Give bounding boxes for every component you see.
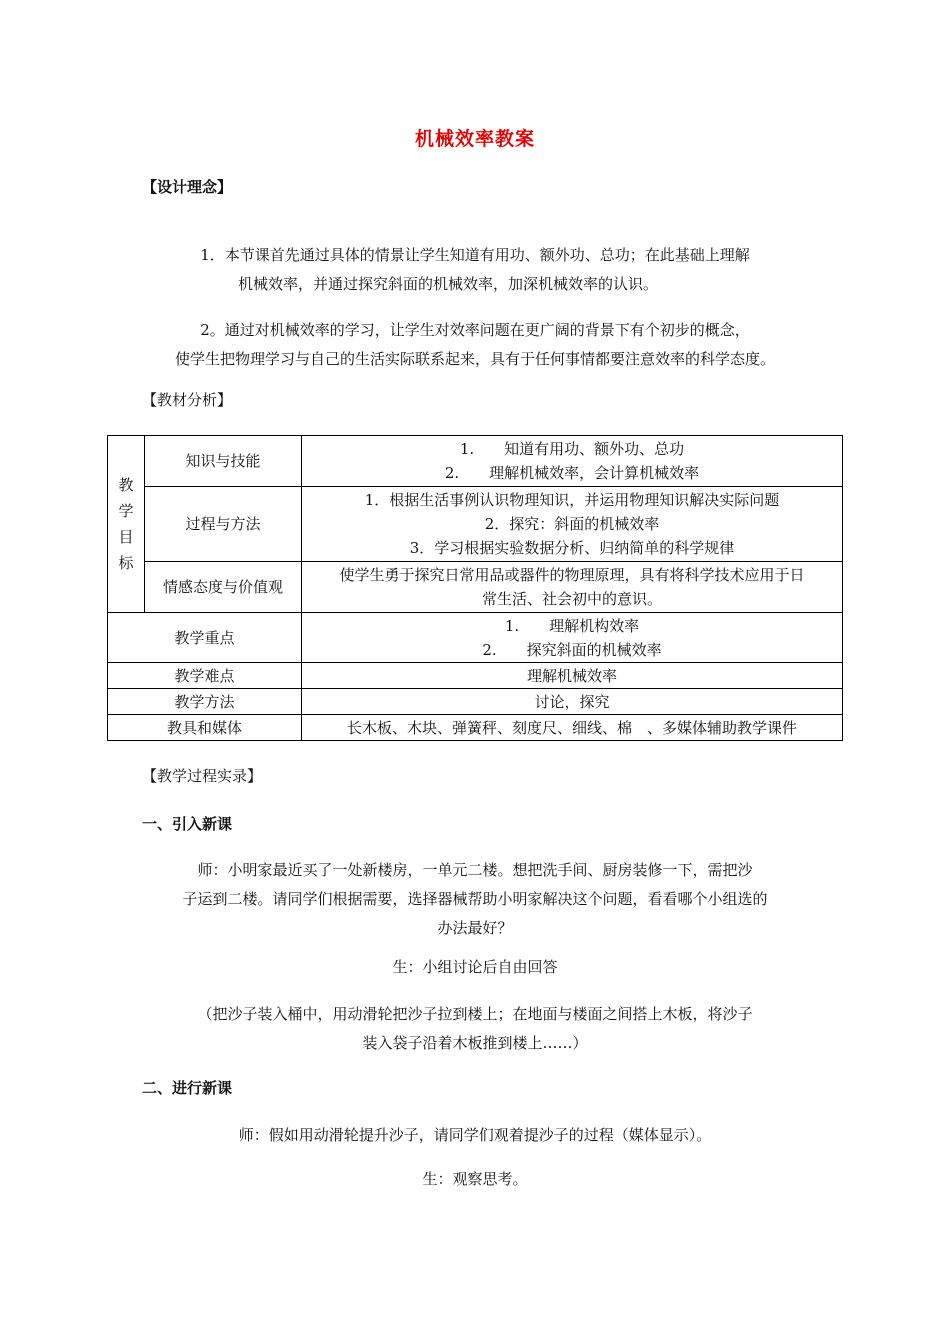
goal-char: 目: [118, 528, 134, 546]
goal-char: 教: [118, 476, 134, 494]
row-label: 过程与方法: [145, 487, 302, 562]
text-line: 2。通过对机械效率的学习，让学生对效率问题在更广阔的背景下有个初步的概念，: [200, 321, 750, 339]
content-line: 常生活、社会初中的意识。: [481, 590, 662, 608]
row-content: 讨论，探究: [302, 689, 843, 715]
content-line: 使学生勇于探究日常用品或器件的物理原理，具有将科学技术应用于日: [339, 566, 805, 584]
table-row: [108, 689, 843, 715]
text-line: 使学生把物理学习与自己的生活实际联系起来，具有于任何事情都要注意效率的科学态度。: [174, 350, 775, 368]
design-paragraph-1: [150, 241, 800, 299]
teacher-paragraph-2: 师：假如用动滑轮提升沙子，请同学们观着提沙子的过程（媒体显示）。: [238, 1126, 712, 1144]
row-content: [302, 487, 843, 562]
row-content: 长木板、木块、弹簧秤、刻度尺、细线、棉 、多媒体辅助教学课件: [302, 715, 843, 741]
goal-char: 标: [118, 554, 134, 572]
table-row: [108, 487, 843, 562]
content-line: 2．探究：斜面的机械效率: [484, 515, 660, 533]
answer-paragraph: [140, 1000, 810, 1058]
section-2-heading: 二、进行新课: [142, 1079, 233, 1097]
content-line: 3．学习根据实验数据分析、归纳简单的科学规律: [409, 539, 735, 557]
page-title: 机械效率教案: [414, 128, 535, 150]
content-line: 1. 知道有用功、额外功、总功: [459, 440, 685, 458]
text-line: 师：小明家最近买了一处新楼房，一单元二楼。想把洗手间、厨房装修一下，需把沙: [197, 861, 753, 879]
content-line: 2. 探究斜面的机械效率: [482, 640, 662, 659]
student-answer-1: 生：小组讨论后自由回答: [392, 958, 558, 976]
row-content: [302, 562, 843, 613]
table-row: [108, 613, 843, 663]
row-content: 理解机械效率: [302, 663, 843, 689]
section-1-heading: 一、引入新课: [142, 815, 233, 833]
text-line: 机械效率，并通过探究斜面的机械效率，加深机械效率的认识。: [238, 275, 659, 293]
teaching-goal-label: [108, 436, 145, 613]
table-row: [108, 663, 843, 689]
row-label: 知识与技能: [145, 436, 302, 487]
row-label: 情感态度与价值观: [145, 562, 302, 613]
text-line: 装入袋子沿着木板推到楼上……）: [362, 1034, 588, 1052]
row-label: 教学重点: [108, 613, 302, 663]
teacher-paragraph-1: [140, 856, 810, 943]
design-heading: 【设计理念】: [142, 178, 233, 196]
analysis-heading: 【教材分析】: [142, 391, 233, 409]
student-answer-2: 生：观察思考。: [422, 1170, 528, 1188]
content-line: 1．根据生活事例认识物理知识，并运用物理知识解决实际问题: [364, 491, 780, 509]
goal-char: 学: [118, 502, 134, 520]
content-line: 2. 理解机械效率，会计算机械效率: [444, 464, 700, 482]
content-line: 1. 理解机构效率: [504, 616, 640, 635]
text-line: 子运到二楼。请同学们根据需要，选择器械帮助小明家解决这个问题，看看哪个小组选的: [182, 890, 768, 908]
row-content: [302, 436, 843, 487]
table-row: [108, 715, 843, 741]
text-line: 办法最好？: [437, 919, 513, 937]
row-label: 教具和媒体: [108, 715, 302, 741]
row-content: [302, 613, 843, 663]
text-line: （把沙子装入桶中，用动滑轮把沙子拉到楼上；在地面与楼面之间搭上木板，将沙子: [197, 1005, 753, 1023]
row-label: 教学难点: [108, 663, 302, 689]
process-heading: 【教学过程实录】: [142, 767, 263, 785]
table-row: [108, 562, 843, 613]
design-paragraph-2: [140, 316, 810, 374]
text-line: 1．本节课首先通过具体的情景让学生知道有用功、额外功、总功；在此基础上理解: [200, 246, 750, 264]
table-row: [108, 436, 843, 487]
row-label: 教学方法: [108, 689, 302, 715]
analysis-table: [107, 435, 843, 741]
